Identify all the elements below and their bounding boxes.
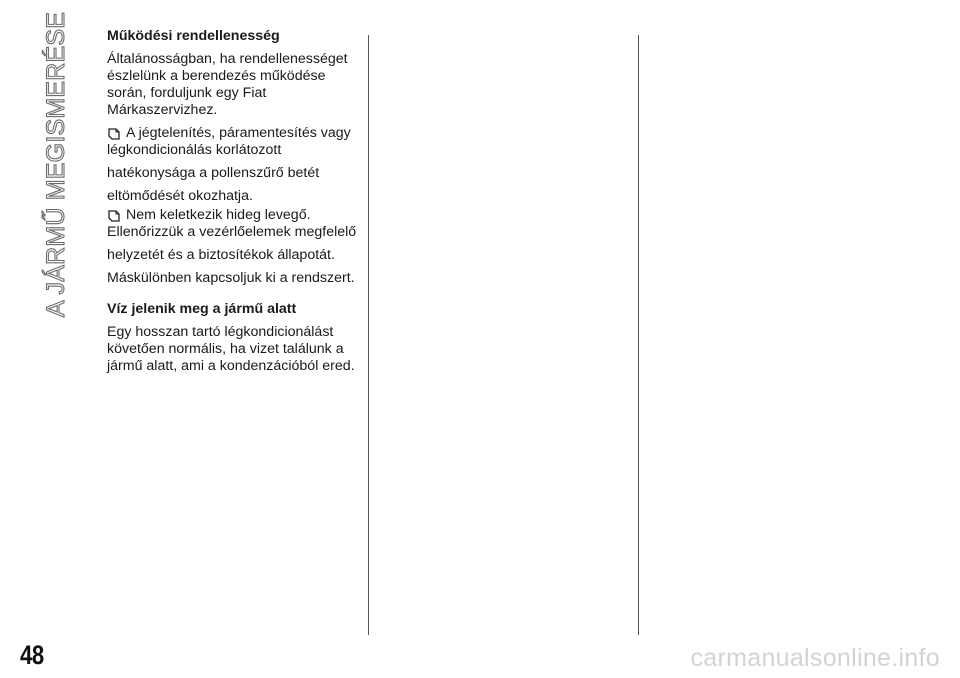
bullet-item-no-cold-air bbox=[107, 207, 359, 287]
bullet-marker-icon bbox=[107, 209, 121, 223]
water-line: Egy hosszan tartó légkondicionálást bbox=[107, 324, 334, 340]
bullet-line: légkondicionálás korlátozott bbox=[107, 142, 282, 158]
bullet-line: helyzetét és a biztosítékok állapotát. bbox=[107, 247, 335, 263]
section-heading-water: Víz jelenik meg a jármű alatt bbox=[107, 301, 297, 317]
section-heading-malfunction: Működési rendellenesség bbox=[107, 28, 280, 44]
column-divider-right bbox=[638, 35, 639, 635]
section-spacer bbox=[107, 293, 359, 301]
text-column bbox=[107, 28, 359, 381]
bullet-line: A jégtelenítés, páramentesítés vagy bbox=[126, 125, 351, 141]
intro-line: észlelünk a berendezés működése bbox=[107, 68, 326, 84]
water-line: jármű alatt, ami a kondenzációból ered. bbox=[107, 358, 355, 374]
intro-line: során, forduljunk egy Fiat bbox=[107, 85, 267, 101]
bullet-line: Ellenőrizzük a vezérlőelemek megfelelő bbox=[107, 224, 357, 240]
bullet-line: hatékonysága a pollenszűrő betét bbox=[107, 165, 320, 181]
water-paragraph bbox=[107, 324, 359, 375]
bullet-line: Nem keletkezik hideg levegő. bbox=[126, 207, 311, 223]
side-chapter-title-text: A JÁRMŰ MEGISMERÉSE bbox=[42, 11, 71, 317]
bullet-marker-icon bbox=[107, 127, 121, 141]
bullet-first-line bbox=[107, 125, 359, 142]
column-divider-left bbox=[368, 35, 369, 635]
side-chapter-title bbox=[22, 11, 92, 317]
intro-paragraph bbox=[107, 51, 359, 119]
water-line: követően normális, ha vizet találunk a bbox=[107, 341, 344, 357]
intro-line: Márkaszervizhez. bbox=[107, 102, 218, 118]
bullet-line: eltömődését okozhatja. bbox=[107, 188, 253, 204]
page-number: 48 bbox=[20, 640, 44, 670]
bullet-first-line bbox=[107, 207, 359, 224]
bullet-line: Máskülönben kapcsoljuk ki a rendszert. bbox=[107, 270, 355, 286]
bullet-item-defrost bbox=[107, 125, 359, 205]
watermark-text: carmanualsonline.info bbox=[690, 644, 940, 672]
intro-line: Általánosságban, ha rendellenességet bbox=[107, 51, 348, 67]
